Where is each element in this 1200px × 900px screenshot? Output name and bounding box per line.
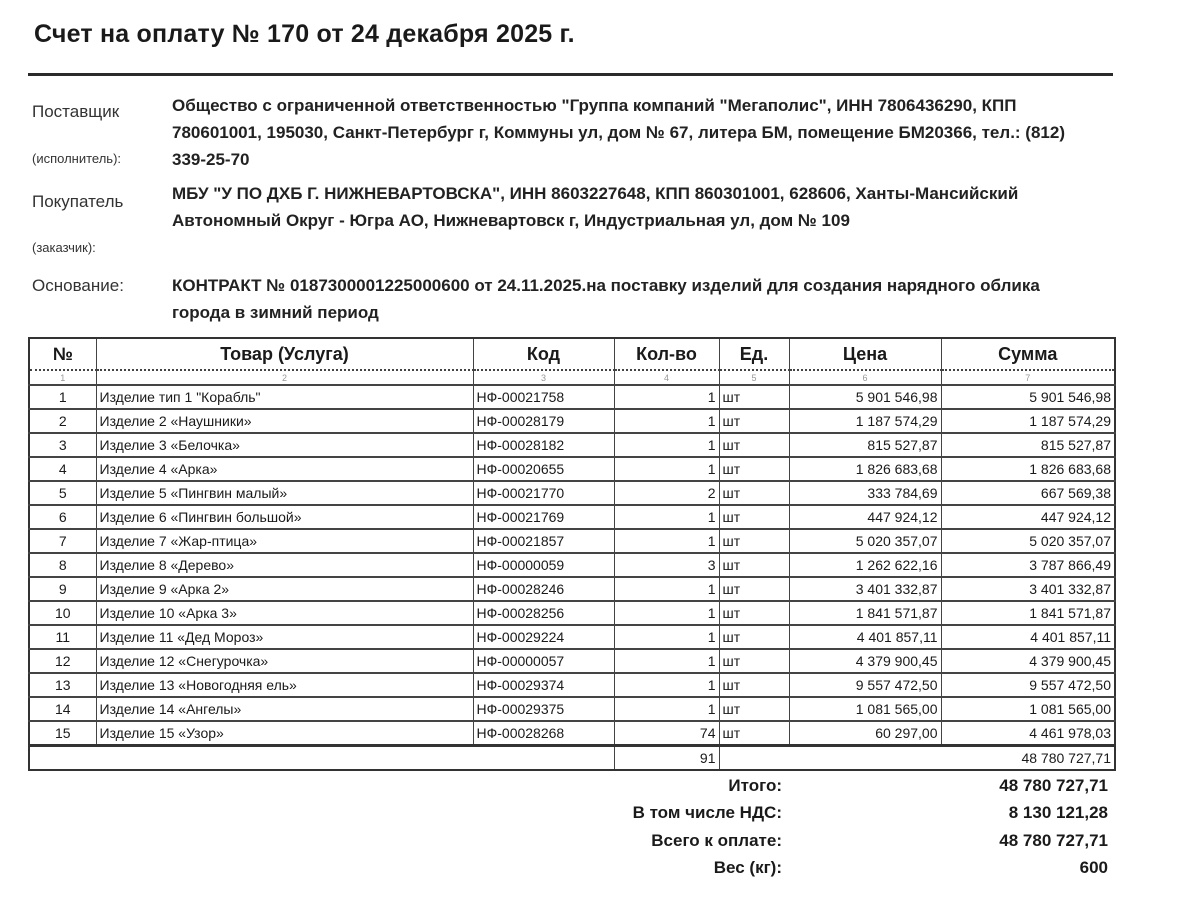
cell-number: 3 [29, 433, 96, 457]
cell-code: НФ-00028246 [473, 577, 614, 601]
cell-unit: шт [719, 649, 789, 673]
cell-product: Изделие 15 «Узор» [96, 721, 473, 746]
cell-price: 1 826 683,68 [789, 457, 941, 481]
header-sum: Сумма [941, 338, 1115, 370]
cell-unit: шт [719, 673, 789, 697]
cell-product: Изделие 2 «Наушники» [96, 409, 473, 433]
cell-sum: 3 787 866,49 [941, 553, 1115, 577]
cell-unit: шт [719, 481, 789, 505]
cell-code: НФ-00021758 [473, 385, 614, 409]
column-number-4: 4 [614, 370, 719, 385]
cell-quantity: 1 [614, 577, 719, 601]
cell-quantity: 1 [614, 697, 719, 721]
header-code: Код [473, 338, 614, 370]
summary-value: 8 130 121,28 [1008, 803, 1108, 823]
cell-sum: 1 081 565,00 [941, 697, 1115, 721]
cell-sum: 1 841 571,87 [941, 601, 1115, 625]
cell-product: Изделие 13 «Новогодняя ель» [96, 673, 473, 697]
cell-number: 13 [29, 673, 96, 697]
cell-product: Изделие 8 «Дерево» [96, 553, 473, 577]
cell-price: 815 527,87 [789, 433, 941, 457]
column-number-row [29, 370, 1115, 385]
buyer-label: Покупатель [32, 192, 124, 211]
basis-label: Основание: [32, 276, 124, 295]
cell-product: Изделие 10 «Арка 3» [96, 601, 473, 625]
cell-number: 8 [29, 553, 96, 577]
cell-unit: шт [719, 721, 789, 746]
cell-price: 4 379 900,45 [789, 649, 941, 673]
cell-sum: 1 187 574,29 [941, 409, 1115, 433]
cell-number: 12 [29, 649, 96, 673]
cell-sum: 5 020 357,07 [941, 529, 1115, 553]
table-row [29, 409, 1115, 433]
cell-product: Изделие тип 1 "Корабль" [96, 385, 473, 409]
invoice-title: Счет на оплату № 170 от 24 декабря 2025 г. [34, 20, 575, 48]
summary-value: 600 [1079, 858, 1108, 878]
table-row [29, 721, 1115, 746]
cell-sum: 4 461 978,03 [941, 721, 1115, 746]
cell-code: НФ-00028179 [473, 409, 614, 433]
cell-number: 15 [29, 721, 96, 746]
cell-price: 3 401 332,87 [789, 577, 941, 601]
summary-value: 48 780 727,71 [999, 775, 1108, 795]
cell-quantity: 1 [614, 673, 719, 697]
cell-unit: шт [719, 529, 789, 553]
summary-label: Вес (кг): [713, 858, 782, 878]
summary-row [560, 827, 1110, 855]
cell-quantity: 1 [614, 433, 719, 457]
cell-unit: шт [719, 697, 789, 721]
column-number-2: 2 [96, 370, 473, 385]
cell-unit: шт [719, 505, 789, 529]
cell-unit: шт [719, 601, 789, 625]
cell-product: Изделие 7 «Жар-птица» [96, 529, 473, 553]
cell-product: Изделие 14 «Ангелы» [96, 697, 473, 721]
cell-unit: шт [719, 385, 789, 409]
cell-code: НФ-00029224 [473, 625, 614, 649]
cell-product: Изделие 11 «Дед Мороз» [96, 625, 473, 649]
cell-unit: шт [719, 457, 789, 481]
cell-quantity: 1 [614, 505, 719, 529]
header-price: Цена [789, 338, 941, 370]
basis-value: КОНТРАКТ № 0187300001225000600 от 24.11.2025.на поставку изделий для создания нарядного облика города в зимний период [172, 276, 1040, 322]
cell-code: НФ-00021769 [473, 505, 614, 529]
header-unit: Ед. [719, 338, 789, 370]
cell-number: 7 [29, 529, 96, 553]
cell-price: 1 262 622,16 [789, 553, 941, 577]
column-number-1: 1 [29, 370, 96, 385]
cell-code: НФ-00020655 [473, 457, 614, 481]
cell-quantity: 1 [614, 457, 719, 481]
summary-row [560, 800, 1110, 828]
cell-sum: 667 569,38 [941, 481, 1115, 505]
table-row [29, 505, 1115, 529]
cell-number: 14 [29, 697, 96, 721]
summary-block [560, 772, 1110, 882]
summary-row [560, 772, 1110, 800]
table-row [29, 577, 1115, 601]
table-row [29, 529, 1115, 553]
cell-code: НФ-00000059 [473, 553, 614, 577]
cell-number: 11 [29, 625, 96, 649]
cell-product: Изделие 5 «Пингвин малый» [96, 481, 473, 505]
cell-code: НФ-00029374 [473, 673, 614, 697]
cell-number: 10 [29, 601, 96, 625]
cell-unit: шт [719, 553, 789, 577]
cell-price: 5 901 546,98 [789, 385, 941, 409]
buyer-sublabel: (заказчик): [32, 240, 96, 255]
cell-unit: шт [719, 433, 789, 457]
total-empty-cell [29, 746, 614, 771]
basis-section [30, 272, 1120, 328]
cell-quantity: 1 [614, 601, 719, 625]
cell-sum: 815 527,87 [941, 433, 1115, 457]
table-total-row [29, 746, 1115, 771]
cell-code: НФ-00021770 [473, 481, 614, 505]
table-header-row [29, 338, 1115, 370]
table-body [29, 385, 1115, 770]
cell-unit: шт [719, 577, 789, 601]
summary-value: 48 780 727,71 [999, 830, 1108, 850]
table-row [29, 457, 1115, 481]
cell-price: 1 187 574,29 [789, 409, 941, 433]
cell-quantity: 1 [614, 529, 719, 553]
summary-label: Итого: [728, 775, 782, 795]
cell-number: 2 [29, 409, 96, 433]
cell-quantity: 1 [614, 409, 719, 433]
cell-sum: 5 901 546,98 [941, 385, 1115, 409]
title-divider [28, 73, 1113, 76]
cell-code: НФ-00028268 [473, 721, 614, 746]
items-table [28, 337, 1116, 771]
cell-number: 4 [29, 457, 96, 481]
column-number-5: 5 [719, 370, 789, 385]
column-number-6: 6 [789, 370, 941, 385]
cell-sum: 4 401 857,11 [941, 625, 1115, 649]
cell-price: 60 297,00 [789, 721, 941, 746]
supplier-value: Общество с ограниченной ответственностью "Группа компаний "Мегаполис", ИНН 7806436290, КПП 780601001, 195030, Санкт-Петербург г, Коммуны ул, дом № 67, литера БМ, помещение БМ20366, тел.: (812) 339-25-70 [172, 96, 1065, 169]
cell-price: 447 924,12 [789, 505, 941, 529]
cell-price: 333 784,69 [789, 481, 941, 505]
buyer-value: МБУ "У ПО ДХБ Г. НИЖНЕВАРТОВСКА", ИНН 8603227648, КПП 860301001, 628606, Ханты-Мансийский Автономный Округ - Югра АО, Нижневартовск г, Индустриальная ул, дом № 109 [172, 184, 1019, 230]
cell-product: Изделие 3 «Белочка» [96, 433, 473, 457]
cell-product: Изделие 6 «Пингвин большой» [96, 505, 473, 529]
cell-number: 9 [29, 577, 96, 601]
table-row [29, 649, 1115, 673]
cell-number: 1 [29, 385, 96, 409]
cell-price: 4 401 857,11 [789, 625, 941, 649]
summary-row [560, 855, 1110, 883]
total-quantity: 91 [614, 746, 719, 771]
cell-quantity: 1 [614, 649, 719, 673]
cell-quantity: 1 [614, 625, 719, 649]
cell-product: Изделие 4 «Арка» [96, 457, 473, 481]
table-row [29, 433, 1115, 457]
cell-number: 6 [29, 505, 96, 529]
cell-sum: 4 379 900,45 [941, 649, 1115, 673]
cell-price: 1 081 565,00 [789, 697, 941, 721]
cell-code: НФ-00029375 [473, 697, 614, 721]
supplier-sublabel: (исполнитель): [32, 151, 122, 166]
cell-quantity: 3 [614, 553, 719, 577]
cell-sum: 3 401 332,87 [941, 577, 1115, 601]
table-row [29, 553, 1115, 577]
column-number-7: 7 [941, 370, 1115, 385]
table-row [29, 673, 1115, 697]
table-row [29, 625, 1115, 649]
cell-number: 5 [29, 481, 96, 505]
buyer-section [30, 180, 1120, 260]
cell-code: НФ-00021857 [473, 529, 614, 553]
cell-price: 5 020 357,07 [789, 529, 941, 553]
cell-product: Изделие 9 «Арка 2» [96, 577, 473, 601]
cell-unit: шт [719, 409, 789, 433]
cell-sum: 447 924,12 [941, 505, 1115, 529]
cell-code: НФ-00028182 [473, 433, 614, 457]
cell-quantity: 2 [614, 481, 719, 505]
header-number: № [29, 338, 96, 370]
cell-price: 1 841 571,87 [789, 601, 941, 625]
cell-quantity: 74 [614, 721, 719, 746]
summary-label: В том числе НДС: [632, 803, 782, 823]
supplier-label: Поставщик [32, 102, 120, 121]
table-row [29, 385, 1115, 409]
summary-label: Всего к оплате: [651, 830, 782, 850]
header-product: Товар (Услуга) [96, 338, 473, 370]
cell-product: Изделие 12 «Снегурочка» [96, 649, 473, 673]
table-row [29, 601, 1115, 625]
cell-sum: 1 826 683,68 [941, 457, 1115, 481]
table-row [29, 697, 1115, 721]
table-row [29, 481, 1115, 505]
cell-code: НФ-00000057 [473, 649, 614, 673]
supplier-section [30, 92, 1120, 172]
header-quantity: Кол-во [614, 338, 719, 370]
cell-price: 9 557 472,50 [789, 673, 941, 697]
cell-unit: шт [719, 625, 789, 649]
column-number-3: 3 [473, 370, 614, 385]
cell-code: НФ-00028256 [473, 601, 614, 625]
cell-sum: 9 557 472,50 [941, 673, 1115, 697]
cell-quantity: 1 [614, 385, 719, 409]
total-sum: 48 780 727,71 [719, 746, 1115, 771]
